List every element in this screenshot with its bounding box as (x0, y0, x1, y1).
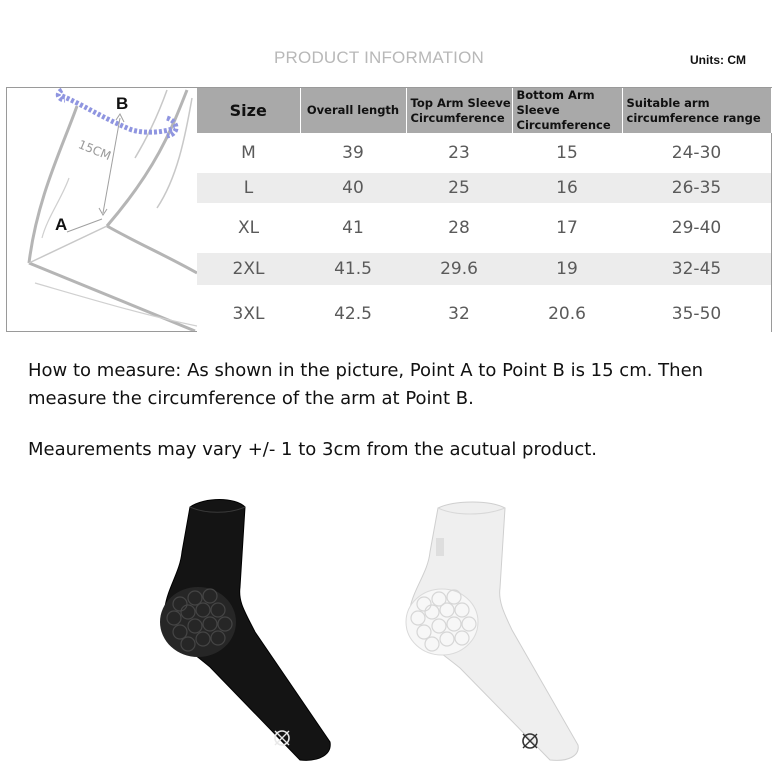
table-cell: 35-50 (622, 285, 771, 342)
table-cell: 32-45 (622, 253, 771, 285)
table-cell: 26-35 (622, 173, 771, 203)
table-cell: 20.6 (512, 285, 622, 342)
table-cell: 42.5 (300, 285, 406, 342)
point-a-label: A (55, 215, 68, 234)
table-row (197, 253, 771, 285)
black-arm-sleeve-image (150, 492, 340, 767)
table-cell: 17 (512, 203, 622, 253)
table-cell: L (197, 173, 300, 203)
column-header: Top Arm Sleeve Circumference (406, 88, 512, 133)
table-row (197, 203, 771, 253)
table-row (197, 173, 771, 203)
table-cell: 39 (300, 133, 406, 173)
size-chart-panel (6, 87, 772, 332)
point-b-label: B (116, 94, 129, 113)
table-cell: 23 (406, 133, 512, 173)
table-row (197, 133, 771, 173)
table-cell: 2XL (197, 253, 300, 285)
table-cell: 15 (512, 133, 622, 173)
distance-label: 15CM (76, 137, 114, 164)
white-arm-sleeve-image (400, 500, 590, 765)
table-cell: 40 (300, 173, 406, 203)
table-cell: 41.5 (300, 253, 406, 285)
table-cell: 29.6 (406, 253, 512, 285)
table-cell: XL (197, 203, 300, 253)
table-cell: 28 (406, 203, 512, 253)
size-table (197, 88, 772, 342)
units-label: Units: CM (690, 53, 746, 67)
arm-measure-diagram (7, 88, 198, 331)
table-cell: 16 (512, 173, 622, 203)
product-information-title: PRODUCT INFORMATION (274, 48, 484, 67)
column-header: Bottom Arm Sleeve Circumference (512, 88, 622, 133)
column-header: Size (197, 88, 300, 133)
table-row (197, 285, 771, 342)
how-to-measure-note: How to measure: As shown in the picture, Point A to Point B is 15 cm. Then measure the circumference of the arm at Point B. (28, 360, 704, 409)
table-cell: 29-40 (622, 203, 771, 253)
arm-outline-drawing (7, 88, 197, 331)
measurement-variance-note: Meaurements may vary +/- 1 to 3cm from the acutual product. (28, 439, 598, 460)
table-cell: 25 (406, 173, 512, 203)
column-header: Overall length (300, 88, 406, 133)
column-header: Suitable arm circumference range (622, 88, 771, 133)
table-cell: 19 (512, 253, 622, 285)
table-cell: 32 (406, 285, 512, 342)
table-cell: 41 (300, 203, 406, 253)
table-cell: 24-30 (622, 133, 771, 173)
table-cell: M (197, 133, 300, 173)
table-cell: 3XL (197, 285, 300, 342)
table-header-row (197, 88, 771, 133)
